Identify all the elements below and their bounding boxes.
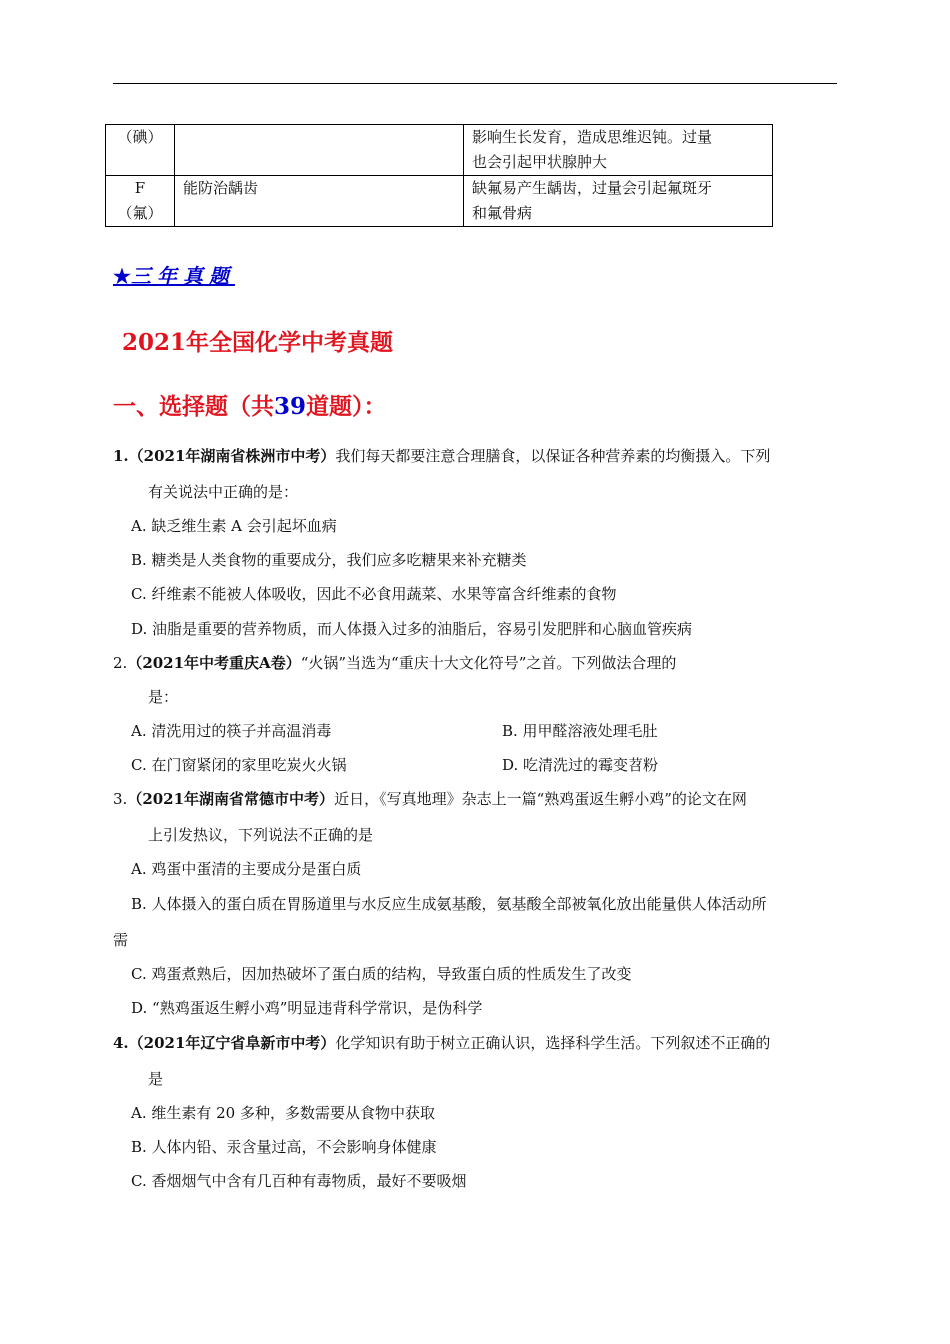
question-stem-cont: 上引发热议，下列说法不正确的是: [148, 826, 374, 844]
table-row: [106, 125, 773, 176]
function-cell: [175, 125, 464, 176]
question-count: 39: [274, 393, 307, 420]
option-c: C. 鸡蛋煮熟后，因加热破坏了蛋白质的结构，导致蛋白质的性质发生了改变: [131, 965, 632, 983]
option-a: A. 维生素有 20 多种，多数需要从食物中获取: [131, 1104, 435, 1122]
star-icon: ★: [113, 264, 131, 288]
option-b: B. 人体摄入的蛋白质在胃肠道里与水反应生成氨基酸，氨基酸全部被氧化放出能量供人体活动所: [131, 895, 767, 913]
question-source: （2021年湖南省常德市中考）: [127, 790, 335, 808]
option-a: A. 清洗用过的筷子并高温消毒: [131, 722, 332, 740]
section-heading: [113, 260, 235, 289]
section-label: 三年真题: [130, 264, 235, 288]
option-b: B. 糖类是人类食物的重要成分，我们应多吃糖果来补充糖类: [131, 551, 527, 569]
question-source: （2021年辽宁省阜新市中考）: [128, 1034, 336, 1052]
element-cell: （碘）: [106, 125, 175, 176]
question-stem: 1.（2021年湖南省株洲市中考）我们每天都要注意合理膳食，以保证各种营养素的均衡摄入。下列: [113, 447, 771, 465]
page-title: 2021年全国化学中考真题: [122, 329, 394, 356]
option-b: B. 用甲醛溶液处理毛肚: [502, 722, 658, 740]
option-c: C. 在门窗紧闭的家里吃炭火火锅: [131, 756, 347, 774]
option-b-cont: 需: [113, 931, 129, 949]
option-c: C. 纤维素不能被人体吸收，因此不必食用蔬菜、水果等富含纤维素的食物: [131, 585, 617, 603]
element-cell: F （氟）: [106, 176, 175, 227]
option-d: D. “熟鸡蛋返生孵小鸡”明显违背科学常识，是伪科学: [131, 999, 483, 1017]
question-source: （2021年湖南省株洲市中考）: [128, 447, 336, 465]
option-c: C. 香烟烟气中含有几百种有毒物质，最好不要吸烟: [131, 1172, 467, 1190]
option-a: A. 鸡蛋中蛋清的主要成分是蛋白质: [131, 860, 362, 878]
question-stem-cont: 是: [148, 1070, 164, 1088]
question-stem: 2.（2021年中考重庆A卷）“火锅”当选为“重庆十大文化符号”之首。下列做法合理的: [113, 654, 677, 672]
question-stem-cont: 有关说法中正确的是：: [148, 483, 299, 501]
option-b: B. 人体内铅、汞含量过高，不会影响身体健康: [131, 1138, 437, 1156]
effect-cell: 缺氟易产生龋齿，过量会引起氟斑牙 和氟骨病: [464, 176, 773, 227]
question-stem-cont: 是：: [148, 688, 179, 706]
option-a: A. 缺乏维生素 A 会引起坏血病: [131, 517, 337, 535]
question-stem: 3.（2021年湖南省常德市中考）近日，《写真地理》杂志上一篇“熟鸡蛋返生孵小鸡”的论文在网: [113, 790, 747, 808]
option-d: D. 油脂是重要的营养物质，而人体摄入过多的油脂后，容易引发肥胖和心脑血管疾病: [131, 620, 693, 638]
header-rule: [113, 83, 837, 84]
question-stem: 4.（2021年辽宁省阜新市中考）化学知识有助于树立正确认识，选择科学生活。下列叙述不正确的: [113, 1034, 771, 1052]
option-d: D. 吃清洗过的霉变苕粉: [502, 756, 659, 774]
effect-cell: 影响生长发育，造成思维迟钝。过量 也会引起甲状腺肿大: [464, 125, 773, 176]
table-row: [106, 176, 773, 227]
choice-section-title: 一、选择题（共39道题）：: [113, 393, 387, 420]
function-cell: 能防治龋齿: [175, 176, 464, 227]
trace-element-table: [105, 124, 773, 227]
question-source: （2021年中考重庆A卷）: [127, 654, 301, 672]
